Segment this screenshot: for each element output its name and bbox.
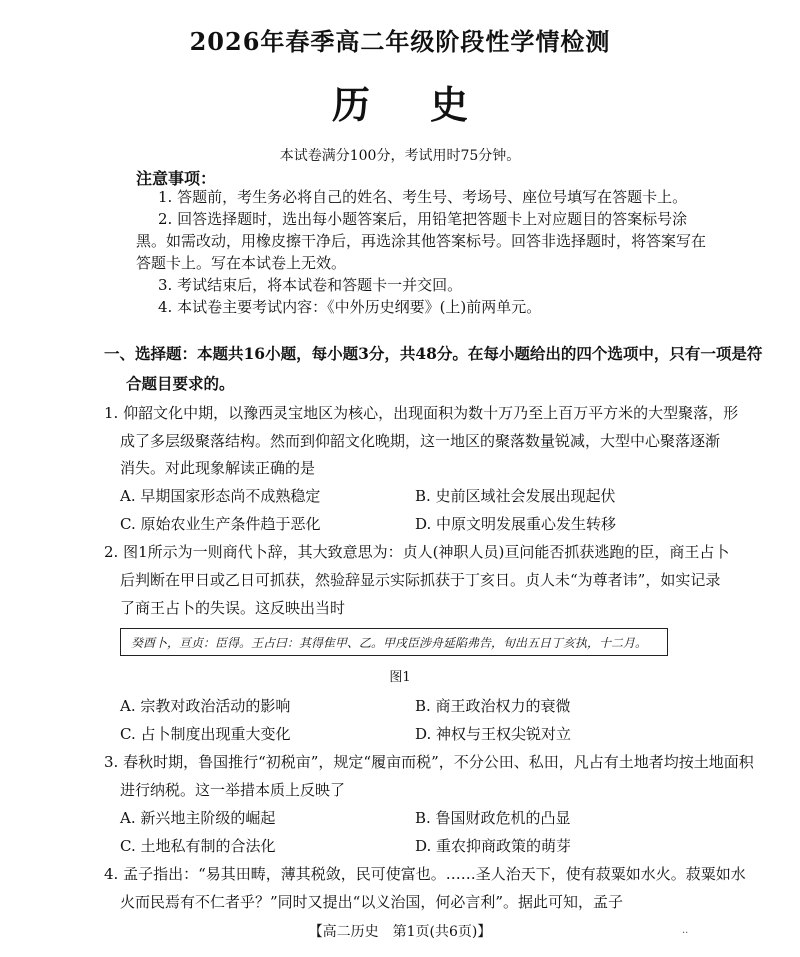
question-stem: 2. 图1所示为一则商代卜辞，其大致意思为：贞人(神职人员)亘问能否抓获逃跑的臣，商王占卜: [104, 543, 730, 561]
question-stem: 火而民焉有不仁者乎？”同时又提出“以义治国，何必言利”。据此可知，孟子: [120, 893, 624, 911]
option-d: D. 中原文明发展重心发生转移: [415, 515, 617, 533]
section-heading: 合题目要求的。: [126, 374, 235, 393]
question-stem: 消失。对此现象解读正确的是: [120, 459, 316, 477]
exam-info: 本试卷满分100分，考试用时75分钟。: [279, 148, 521, 164]
option-a: A. 新兴地主阶级的崛起: [120, 809, 276, 827]
question-stem: 1. 仰韶文化中期，以豫西灵宝地区为核心，出现面积为数十万乃至上百万平方米的大型聚落，形: [104, 404, 739, 422]
option-c: C. 土地私有制的合法化: [120, 837, 276, 855]
question-stem: 进行纳税。这一举措本质上反映了: [120, 781, 346, 799]
figure-caption: 图1: [389, 670, 411, 685]
notice-line: 答题卡上。写在本试卷上无效。: [136, 254, 347, 272]
notice-line: 3. 考试结束后，将本试卷和答题卡一并交回。: [158, 276, 463, 294]
option-b: B. 史前区域社会发展出现起伏: [415, 487, 616, 505]
question-stem: 成了多层级聚落结构。然而到仰韶文化晚期，这一地区的聚落数量锐减，大型中心聚落逐渐: [120, 432, 721, 450]
notice-line: 黑。如需改动，用橡皮擦干净后，再选涂其他答案标号。回答非选择题时，将答案写在: [136, 232, 707, 250]
section-heading: 一、选择题：本题共16小题，每小题3分，共48分。在每小题给出的四个选项中，只有一项是符: [104, 344, 763, 363]
corner-mark: ··: [682, 928, 689, 939]
option-c: C. 原始农业生产条件趋于恶化: [120, 515, 321, 533]
subject-title: 历史: [331, 82, 528, 127]
notice-line: 2. 回答选择题时，选出每小题答案后，用铅笔把答题卡上对应题目的答案标号涂: [158, 210, 688, 228]
question-stem: 3. 春秋时期，鲁国推行“初税亩”，规定“履亩而税”，不分公田、私田，凡占有土地者均按土地面积: [104, 753, 754, 771]
page-footer: 【高二历史 第1页(共6页)】: [308, 924, 492, 940]
exam-title: 2026年春季高二年级阶段性学情检测: [189, 27, 611, 56]
oracle-inscription-box: [120, 628, 668, 656]
notice-line: 1. 答题前，考生务必将自己的姓名、考生号、考场号、座位号填写在答题卡上。: [158, 188, 688, 206]
notice-line: 4. 本试卷主要考试内容：《中外历史纲要》(上)前两单元。: [158, 298, 542, 316]
oracle-inscription: 癸酉卜，亘贞：臣得。王占曰：其得隹甲、乙。甲戌臣涉舟延陷弗告，旬出五日丁亥执，十二月。: [131, 635, 648, 650]
question-stem: 4. 孟子指出：“易其田畴，薄其税敛，民可使富也。……圣人治天下，使有菽粟如水火。菽粟如水: [104, 865, 746, 883]
notice-title: 注意事项：: [136, 169, 217, 188]
option-c: C. 占卜制度出现重大变化: [120, 725, 291, 743]
question-stem: 后判断在甲日或乙日可抓获，然验辞显示实际抓获于丁亥日。贞人未“为尊者讳”，如实记录: [120, 571, 721, 589]
option-d: D. 重农抑商政策的萌芽: [415, 837, 572, 855]
question-stem: 了商王占卜的失误。这反映出当时: [120, 599, 346, 617]
option-d: D. 神权与王权尖锐对立: [415, 725, 572, 743]
option-b: B. 鲁国财政危机的凸显: [415, 809, 571, 827]
option-b: B. 商王政治权力的衰微: [415, 697, 571, 715]
option-a: A. 宗教对政治活动的影响: [120, 697, 291, 715]
option-a: A. 早期国家形态尚不成熟稳定: [120, 487, 321, 505]
